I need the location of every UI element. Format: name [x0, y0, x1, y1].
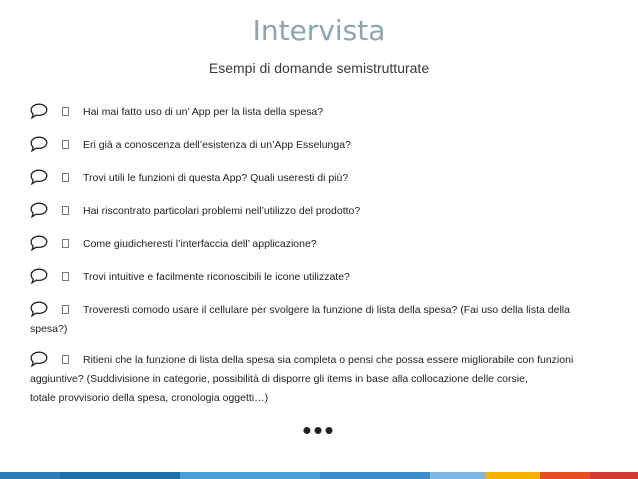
speech-bubble-icon: [30, 301, 48, 317]
question-text: Trovi utili le funzioni di questa App? Quali useresti di più?: [83, 172, 349, 184]
question-item: [30, 103, 638, 122]
speech-bubble-icon: [30, 268, 48, 284]
page-subtitle: Esempi di domande semistrutturate: [208, 60, 430, 76]
bullet-glyph: [62, 107, 69, 116]
question-text-continued: totale provvisorio della spesa, cronologia oggetti…): [30, 392, 269, 404]
speech-bubble-icon: [30, 169, 48, 185]
question-text: Ritieni che la funzione di lista della spesa sia completa o pensi che possa essere migliorabile con funzioni: [83, 354, 574, 366]
speech-bubble-icon: [30, 136, 48, 152]
bullet-glyph: [62, 140, 69, 149]
question-item: [30, 268, 638, 287]
footer-segment: [180, 472, 320, 479]
footer-segment: [0, 472, 60, 479]
question-item: [30, 169, 638, 188]
speech-bubble-icon: [30, 351, 48, 367]
footer-segment: [430, 472, 485, 479]
ellipsis: •••: [302, 415, 336, 445]
bullet-glyph: [62, 355, 69, 364]
footer-segment: [60, 472, 180, 479]
speech-bubble-icon: [30, 235, 48, 251]
bullet-glyph: [62, 239, 69, 248]
bullet-glyph: [62, 173, 69, 182]
speech-bubble-icon: [30, 202, 48, 218]
question-item: [30, 235, 638, 254]
question-list: [30, 103, 610, 423]
question-item: [30, 202, 638, 221]
bullet-glyph: [62, 206, 69, 215]
question-text-continued: spesa?): [30, 323, 68, 335]
question-text: Hai riscontrato particolari problemi nell’utilizzo del prodotto?: [83, 205, 361, 217]
question-item: [30, 136, 638, 155]
question-text: Troveresti comodo usare il cellulare per svolgere la funzione di lista della spesa? (Fai uso della lista della: [83, 304, 570, 316]
question-text-continued: aggiuntive? (Suddivisione in categorie, possibilità di disporre gli items in base alla collocazione delle corsie,: [30, 373, 528, 385]
bullet-glyph: [62, 272, 69, 281]
page-title: Intervista: [252, 14, 386, 47]
footer-segment: [320, 472, 430, 479]
question-item: [30, 351, 638, 408]
footer-segment: [590, 472, 638, 479]
speech-bubble-icon: [30, 103, 48, 119]
question-text: Come giudicheresti l’interfaccia dell’ applicazione?: [83, 238, 317, 250]
footer-color-bar: [0, 472, 638, 479]
question-text: Trovi intuitive e facilmente riconoscibili le icone utilizzate?: [83, 271, 350, 283]
question-text: Hai mai fatto uso di un’ App per la lista della spesa?: [83, 106, 324, 118]
question-text: Eri già a conoscenza dell’esistenza di un’App Esselunga?: [83, 139, 351, 151]
footer-segment: [485, 472, 540, 479]
footer-segment: [540, 472, 590, 479]
question-item: [30, 301, 638, 339]
bullet-glyph: [62, 305, 69, 314]
